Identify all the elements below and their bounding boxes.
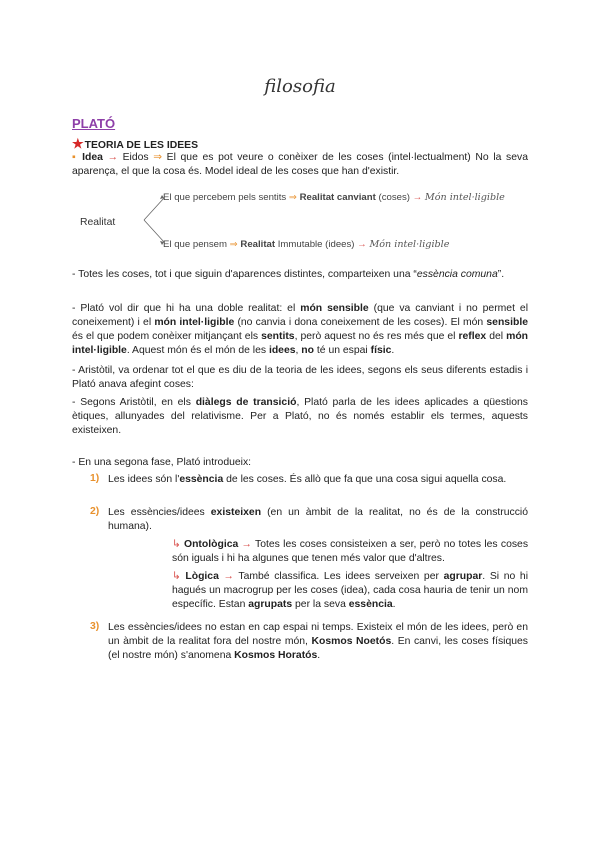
list-number: 2): [90, 506, 100, 517]
aristotle-paragraph: - Aristòtil, va ordenar tot el que es diu de la teoria de les idees, segons els seus diferents estadis i Plató anava afegint coses:: [72, 365, 528, 390]
list-item: 1) Les idees són l'essència de les coses. És allò que fa que una cosa sigui aquella cosa.: [90, 473, 507, 485]
arrow-icon: →: [107, 152, 118, 163]
bullet-icon: ▪: [72, 152, 78, 163]
essence-paragraph: - Totes les coses, tot i que siguin d'aparences distintes, comparteixen una “essència comuna”.: [72, 269, 505, 280]
sub-item-ontologica: ↳ Ontològica → Totes les coses consisteixen a ser, però no totes les coses són iguals i hi ha algunes que tenen més valor que d'altres.: [172, 539, 529, 564]
subsection-label: TEORIA DE LES IDEES: [84, 140, 199, 151]
list-number: 3): [90, 621, 100, 632]
definition-paragraph: [72, 151, 528, 179]
list-item: 2) Les essències/idees existeixen (en un àmbit de la realitat, no és de la construcció humana).: [90, 506, 528, 532]
list-item: 3) Les essències/idees no estan en cap espai ni temps. Existeix el món de les idees, però en un àmbit de la realitat fora del nostre món, Kosmos Noetós. En canvi, les coses físiques (el nostre món) s'anomena Kosmos Horatós.: [90, 621, 528, 661]
arrow-icon: →: [241, 539, 252, 550]
sub-arrow-icon: ↳: [172, 571, 181, 582]
diagram-branch-top: El que percebem pels sentits ⇒ Realitat canviant (coses) → Món intel·ligible: [163, 192, 505, 203]
second-phase-paragraph: - En una segona fase, Plató introdueix:: [72, 457, 252, 468]
double-arrow-icon: ⇒: [153, 152, 162, 163]
sub-item-logica: ↳ Lògica → També classifica. Les idees serveixen per agrupar. Si no hi hagués un macrogrup per les coses (idea), cada cosa hauria de tenir un nom específic. Estan agrupats per la seva essència.: [172, 571, 528, 610]
term-eidos: Eidos: [122, 152, 149, 163]
double-arrow-icon: ⇒: [288, 192, 297, 203]
list-number: 1): [90, 473, 100, 484]
term-idea: Idea: [82, 152, 103, 163]
arrow-icon: →: [223, 571, 234, 582]
double-arrow-icon: ⇒: [229, 239, 238, 250]
definition-text: El que es pot veure o conèixer de les coses (intel·lectualment) No la seva aparença, el que la cosa és. Model ideal de les coses que han d'existir.: [72, 152, 529, 177]
section-heading: PLATÓ: [72, 116, 116, 131]
double-reality-paragraph: - Plató vol dir que hi ha una doble realitat: el món sensible (que va canviant i no permet el coneixement) i el món intel·ligible (no canvia i dona coneixement de les coses). El món sensible és el que podem conèixer mitjançant els sentits, però aquest no és res més que el reflex del món intel·ligible. Aquest món és el món de les idees, no té un espai físic.: [72, 303, 529, 356]
arrow-icon: →: [412, 192, 423, 203]
dialogues-paragraph: - Segons Aristòtil, en els diàlegs de transició, Plató parla de les idees aplicades a qüestions ètiques, allunyades del relativisme. Per a Plató, no és només establir els termes, aquests existeixen.: [72, 397, 528, 436]
page-title: filosofia: [264, 76, 336, 97]
diagram-branch-bottom: El que pensem ⇒ Realitat Immutable (idees) → Món intel·ligible: [163, 239, 450, 250]
sub-arrow-icon: ↳: [172, 539, 181, 550]
star-icon: ★: [72, 136, 84, 151]
diagram-root: Realitat: [80, 217, 116, 228]
arrow-icon: →: [357, 239, 367, 250]
subsection-heading: [72, 136, 198, 152]
